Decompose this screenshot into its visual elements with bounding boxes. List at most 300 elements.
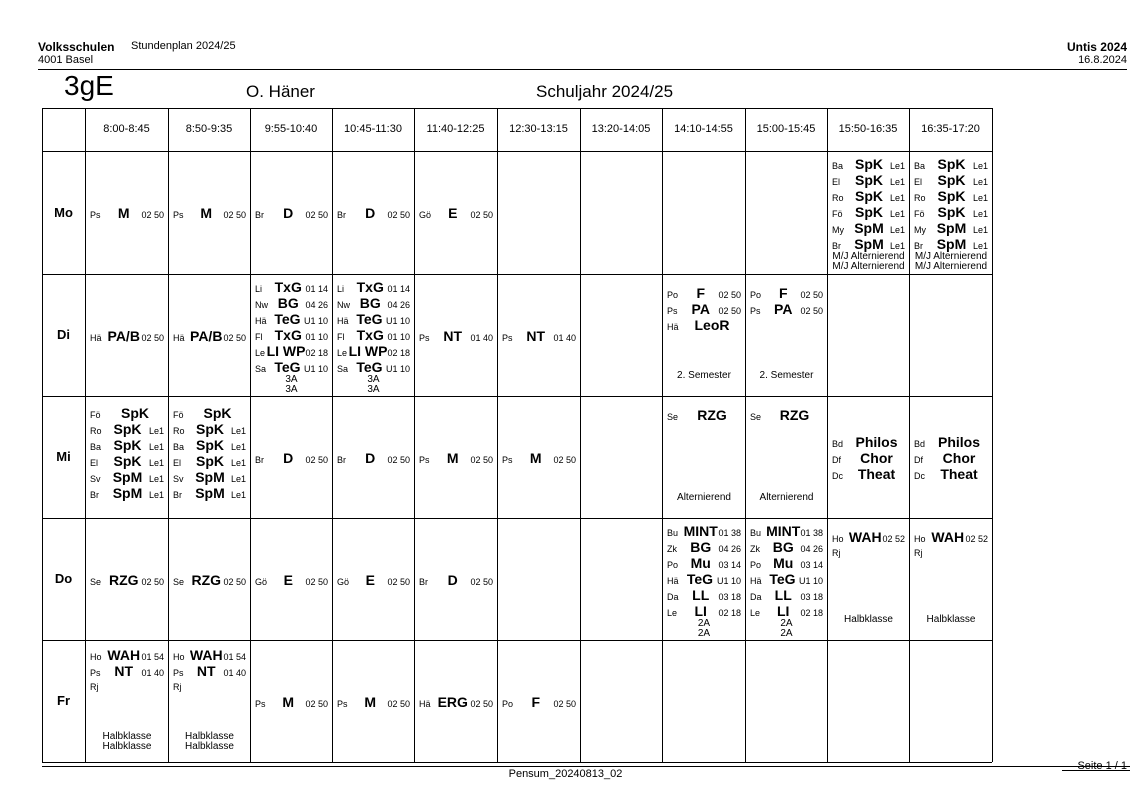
teacher-code: Nw — [337, 300, 350, 310]
subject-code: SpK — [121, 405, 149, 421]
lesson-cell[interactable] — [333, 152, 414, 274]
teacher-code: Se — [667, 412, 679, 422]
subject-code: SpM — [854, 220, 884, 236]
lesson-cell[interactable] — [828, 641, 909, 762]
lesson-entry — [251, 311, 332, 327]
teacher-code: El — [914, 177, 923, 187]
cell-bottom-note: 2. Semester — [677, 370, 731, 381]
lesson-entry — [333, 359, 414, 375]
lesson-cell[interactable] — [663, 641, 745, 762]
teacher-code: Ps — [255, 698, 266, 709]
teacher-code: Bd — [914, 438, 926, 449]
lesson-entry — [828, 236, 909, 252]
cell-note: Halbklasse — [102, 741, 152, 752]
room-code: Le1 — [889, 193, 905, 203]
lesson-entry — [333, 205, 414, 221]
lesson-entry — [86, 679, 168, 695]
lesson-entry — [169, 469, 250, 485]
lesson-entry — [828, 466, 909, 482]
lesson-cell[interactable] — [251, 275, 332, 396]
subject-code: Mu — [690, 555, 711, 571]
room-code: 02 50 — [387, 454, 410, 465]
lesson-cell[interactable] — [581, 397, 662, 518]
teacher-code: Po — [667, 290, 679, 300]
teacher-code: Sa — [255, 364, 267, 374]
lesson-cell[interactable] — [746, 275, 827, 396]
subject-code: PA/B — [107, 327, 140, 344]
footer-divider — [42, 766, 1130, 767]
room-code: 02 52 — [965, 534, 988, 544]
subject-code: WAH — [848, 529, 882, 545]
cell-note: 3A — [367, 384, 380, 395]
lesson-cell[interactable] — [910, 152, 992, 274]
teacher-code: Ps — [750, 306, 761, 316]
lesson-cell[interactable] — [663, 275, 745, 396]
lesson-cell[interactable] — [169, 275, 250, 396]
lesson-entry — [746, 301, 827, 317]
lesson-entry — [251, 205, 332, 221]
subject-code: SpK — [937, 172, 966, 188]
room-code: 02 50 — [553, 698, 576, 709]
lesson-entry — [663, 571, 745, 587]
lesson-entry — [86, 453, 168, 469]
lesson-cell[interactable] — [498, 519, 580, 640]
room-code: 03 14 — [800, 560, 823, 570]
lesson-cell[interactable] — [333, 641, 414, 762]
subject-code: TxG — [274, 279, 302, 295]
lesson-entry — [498, 450, 580, 466]
teacher-code: Dc — [914, 470, 925, 481]
room-code: U1 10 — [303, 364, 328, 374]
lesson-entry — [415, 328, 497, 344]
teacher-code: Ps — [90, 668, 101, 678]
lesson-entry — [910, 236, 992, 252]
lesson-cell[interactable] — [498, 397, 580, 518]
lesson-cell[interactable] — [746, 641, 827, 762]
room-code: 01 10 — [387, 332, 410, 342]
lesson-entry — [663, 539, 745, 555]
teacher-code: Ps — [419, 454, 430, 465]
room-code: 02 50 — [305, 576, 328, 587]
room-code: 02 50 — [553, 454, 576, 465]
subject-code: RZG — [697, 407, 727, 423]
cell-note: M/J Alternierend — [914, 251, 988, 262]
school-city: 4001 Basel — [38, 54, 94, 66]
time-header: 14:10-14:55 — [674, 123, 733, 135]
subject-code: M — [529, 449, 542, 466]
subject-code: Chor — [942, 449, 976, 466]
subject-code: SpM — [854, 236, 884, 252]
lesson-cell[interactable] — [169, 641, 250, 762]
lesson-cell[interactable] — [415, 641, 497, 762]
lesson-cell[interactable] — [910, 519, 992, 640]
subject-code: M — [117, 205, 130, 221]
lesson-entry — [910, 434, 992, 450]
room-code: Le1 — [889, 161, 905, 171]
subject-code: SpK — [113, 421, 142, 437]
lesson-entry — [663, 603, 745, 619]
class-name: 3gE — [64, 70, 114, 101]
cell-note-group — [169, 732, 250, 752]
lesson-entry — [663, 301, 745, 317]
lesson-entry — [251, 279, 332, 295]
lesson-cell[interactable] — [415, 519, 497, 640]
lesson-entry — [663, 285, 745, 301]
lesson-cell[interactable] — [910, 397, 992, 518]
room-code: U1 10 — [385, 316, 410, 326]
subject-code: LL — [692, 587, 710, 603]
lesson-entry — [86, 663, 168, 679]
teacher-code: Zk — [750, 544, 760, 554]
teacher-code: Df — [832, 454, 841, 465]
room-code: U1 10 — [798, 576, 823, 586]
teacher-code: Gö — [255, 576, 268, 587]
teacher-code: Le — [255, 348, 266, 358]
subject-code: SpM — [195, 469, 225, 485]
lesson-cell[interactable] — [581, 152, 662, 274]
lesson-cell[interactable] — [828, 519, 909, 640]
grid-row-line — [42, 108, 992, 109]
lesson-cell[interactable] — [663, 519, 745, 640]
teacher-code: Br — [832, 241, 841, 251]
teacher-code: Br — [255, 210, 264, 220]
room-code: 02 50 — [387, 210, 410, 220]
lesson-entry — [910, 545, 992, 561]
time-header: 12:30-13:15 — [509, 123, 568, 135]
cell-note: M/J Alternierend — [914, 261, 988, 272]
teacher-code: Hä — [173, 332, 185, 343]
grid-col-line — [992, 108, 993, 762]
lesson-cell[interactable] — [498, 152, 580, 274]
room-code: Le1 — [972, 209, 988, 219]
teacher-code: Ps — [667, 306, 678, 316]
lesson-cell[interactable] — [910, 275, 992, 396]
teacher-code: Ro — [832, 193, 844, 203]
subject-code: PA — [691, 301, 710, 317]
lesson-cell[interactable] — [746, 519, 827, 640]
room-code: 03 18 — [718, 592, 741, 602]
subject-code: D — [447, 571, 458, 588]
subject-code: SpK — [195, 453, 224, 469]
room-code: 01 40 — [553, 332, 576, 343]
lesson-cell[interactable] — [333, 397, 414, 518]
footer-filename: Pensum_20240813_02 — [508, 768, 623, 780]
teacher-code: Da — [750, 592, 762, 602]
print-date: 16.8.2024 — [1078, 54, 1127, 66]
teacher-code: El — [90, 458, 99, 468]
lesson-entry — [828, 156, 909, 172]
lesson-cell[interactable] — [251, 519, 332, 640]
subject-code: M — [282, 693, 295, 710]
teacher-code: Po — [502, 698, 514, 709]
teacher-code: Br — [419, 576, 428, 587]
lesson-entry — [746, 555, 827, 571]
teacher-code: Ps — [419, 332, 430, 343]
teacher-code: Br — [914, 241, 923, 251]
teacher-code: Po — [750, 560, 762, 570]
teacher-code: Br — [173, 490, 182, 500]
lesson-cell[interactable] — [415, 275, 497, 396]
teacher-code: Ho — [914, 534, 926, 544]
cell-bottom-note: Alternierend — [677, 492, 731, 503]
room-code: Le1 — [148, 442, 164, 452]
lesson-entry — [663, 407, 745, 423]
subject-code: BG — [359, 295, 381, 311]
room-code: 01 38 — [800, 528, 823, 538]
subject-code: PA — [774, 301, 793, 317]
lesson-entry — [86, 485, 168, 501]
subject-code: SpM — [936, 236, 967, 252]
teacher-code: Br — [337, 454, 346, 465]
teacher-code: Fö — [832, 209, 843, 219]
day-label: Do — [54, 571, 73, 586]
subject-code: E — [448, 205, 458, 221]
lesson-cell[interactable] — [86, 641, 168, 762]
lesson-cell[interactable] — [910, 641, 992, 762]
teacher-code: Rj — [90, 682, 99, 692]
lesson-entry — [169, 205, 250, 221]
teacher-code: Ps — [90, 210, 101, 220]
room-code: 02 50 — [223, 332, 246, 343]
lesson-entry — [333, 572, 414, 588]
lesson-cell[interactable] — [581, 275, 662, 396]
subject-code: SpK — [937, 156, 966, 172]
room-code: 02 18 — [800, 608, 823, 618]
room-code: Le1 — [889, 177, 905, 187]
room-code: 02 50 — [800, 306, 823, 316]
room-code: 02 50 — [470, 698, 493, 709]
time-header: 15:50-16:35 — [838, 123, 898, 135]
cell-note: 2A — [697, 618, 711, 629]
lesson-entry — [169, 485, 250, 501]
lesson-cell[interactable] — [169, 152, 250, 274]
subject-code: SpK — [937, 188, 966, 204]
lesson-entry — [910, 220, 992, 236]
subject-code: D — [365, 205, 376, 221]
lesson-cell[interactable] — [169, 397, 250, 518]
lesson-cell[interactable] — [333, 275, 414, 396]
subject-code: SpK — [203, 405, 232, 421]
room-code: 02 50 — [223, 576, 246, 587]
teacher-code: Le — [667, 608, 678, 618]
room-code: Le1 — [148, 458, 164, 468]
teacher-code: Hä — [750, 576, 762, 586]
lesson-cell[interactable] — [663, 152, 745, 274]
lesson-cell[interactable] — [415, 397, 497, 518]
subject-code: BG — [772, 539, 794, 555]
lesson-cell[interactable] — [251, 152, 332, 274]
lesson-cell[interactable] — [86, 152, 168, 274]
lesson-entry — [251, 359, 332, 375]
subject-code: WAH — [189, 647, 223, 663]
subject-code: SpM — [936, 220, 967, 236]
subject-code: Philos — [855, 433, 898, 450]
subject-code: F — [531, 693, 541, 710]
lesson-entry — [415, 694, 497, 710]
subject-code: TeG — [274, 311, 301, 327]
lesson-entry — [910, 466, 992, 482]
lesson-cell[interactable] — [251, 397, 332, 518]
lesson-entry — [910, 450, 992, 466]
subject-code: MINT — [683, 523, 718, 539]
day-label: Di — [57, 327, 70, 342]
lesson-entry — [333, 343, 414, 359]
room-code: Le1 — [148, 474, 164, 484]
lesson-cell[interactable] — [746, 152, 827, 274]
subject-code: BG — [277, 295, 299, 311]
subject-code: SpM — [112, 485, 143, 501]
teacher-code: Ho — [173, 652, 185, 662]
teacher-code: Po — [667, 560, 679, 570]
subject-code: SpK — [113, 453, 142, 469]
lesson-entry — [333, 450, 414, 466]
subject-code: TeG — [769, 571, 796, 587]
teacher-code: Sv — [90, 474, 101, 484]
subject-code: WAH — [107, 647, 141, 663]
room-code: 02 50 — [305, 454, 328, 465]
cell-note: Halbklasse — [102, 731, 152, 742]
lesson-cell[interactable] — [828, 397, 909, 518]
lesson-entry — [498, 694, 580, 710]
room-code: U1 10 — [385, 364, 410, 374]
lesson-entry — [86, 405, 168, 421]
lesson-entry — [333, 279, 414, 295]
subject-code: TxG — [356, 279, 384, 295]
lesson-cell[interactable] — [746, 397, 827, 518]
lesson-cell[interactable] — [251, 641, 332, 762]
lesson-entry — [746, 539, 827, 555]
room-code: 01 40 — [141, 668, 164, 678]
time-header: 15:00-15:45 — [756, 123, 816, 135]
subject-code: RZG — [779, 407, 810, 423]
teacher-code: Rj — [914, 548, 923, 558]
subject-code: TeG — [356, 359, 383, 375]
time-header: 9:55-10:40 — [264, 123, 318, 135]
teacher-code: Ba — [173, 442, 185, 452]
subject-code: E — [283, 571, 293, 588]
room-code: Le1 — [889, 209, 905, 219]
lesson-entry — [333, 311, 414, 327]
room-code: Le1 — [972, 225, 988, 235]
lesson-entry — [169, 328, 250, 344]
subject-code: SpK — [854, 156, 883, 172]
teacher-code: Le — [750, 608, 761, 618]
subject-code: ERG — [437, 693, 468, 710]
room-code: 04 26 — [718, 544, 741, 554]
teacher-code: Da — [667, 592, 679, 602]
room-code: Le1 — [230, 426, 246, 436]
room-code: 02 50 — [223, 210, 246, 220]
lesson-entry — [169, 453, 250, 469]
lesson-cell[interactable] — [333, 519, 414, 640]
lesson-cell[interactable] — [415, 152, 497, 274]
subject-code: SpK — [937, 204, 966, 220]
cell-note: Halbklasse — [185, 741, 234, 752]
lesson-cell[interactable] — [498, 275, 580, 396]
lesson-cell[interactable] — [581, 519, 662, 640]
subject-code: D — [283, 205, 294, 221]
cell-note: 2A — [780, 628, 793, 639]
software-name: Untis 2024 — [1066, 40, 1127, 54]
lesson-entry — [828, 450, 909, 466]
cell-note: M/J Alternierend — [832, 251, 905, 262]
room-code: Le1 — [889, 225, 905, 235]
room-code: 02 50 — [305, 210, 328, 220]
cell-bottom-note: Alternierend — [759, 492, 814, 503]
lesson-cell[interactable] — [663, 397, 745, 518]
room-code: 01 38 — [718, 528, 741, 538]
lesson-entry — [86, 572, 168, 588]
room-code: Le1 — [230, 458, 246, 468]
subject-code: LL — [774, 587, 792, 603]
subject-code: SpM — [112, 469, 143, 485]
teacher-code: Ba — [832, 161, 844, 171]
teacher-code: Se — [90, 576, 102, 587]
room-code: Le1 — [972, 177, 988, 187]
subject-code: NT — [526, 327, 546, 344]
room-code: 02 50 — [141, 332, 164, 343]
teacher-code: Hä — [667, 322, 679, 332]
teacher-code: Bd — [832, 438, 844, 449]
cell-note: 3A — [285, 384, 298, 395]
room-code: 02 50 — [141, 576, 164, 587]
lesson-entry — [746, 407, 827, 423]
teacher-code: Hä — [255, 316, 267, 326]
lesson-cell[interactable] — [86, 275, 168, 396]
lesson-entry — [86, 205, 168, 221]
teacher-code: Ba — [90, 442, 102, 452]
lesson-entry — [333, 295, 414, 311]
lesson-entry — [746, 285, 827, 301]
lesson-entry — [169, 647, 250, 663]
room-code: 01 54 — [141, 652, 164, 662]
teacher-code: Zk — [667, 544, 677, 554]
teacher-code: Fö — [173, 410, 184, 420]
room-code: Le1 — [972, 241, 988, 251]
subject-code: LI WP — [348, 343, 388, 359]
lesson-cell[interactable] — [828, 152, 909, 274]
lesson-cell[interactable] — [581, 641, 662, 762]
lesson-cell[interactable] — [169, 519, 250, 640]
lesson-cell[interactable] — [86, 519, 168, 640]
lesson-entry — [251, 343, 332, 359]
subject-code: SpK — [854, 172, 883, 188]
day-label: Mi — [56, 449, 71, 464]
lesson-cell[interactable] — [86, 397, 168, 518]
teacher-code: Ps — [337, 698, 348, 709]
teacher-code: Bu — [750, 528, 762, 538]
room-code: 02 18 — [387, 348, 410, 358]
lesson-cell[interactable] — [828, 275, 909, 396]
lesson-entry — [746, 603, 827, 619]
room-code: Le1 — [230, 474, 246, 484]
room-code: 02 50 — [718, 306, 741, 316]
lesson-entry — [746, 587, 827, 603]
subject-code: WAH — [931, 529, 965, 545]
teacher-code: Sv — [173, 474, 184, 484]
room-code: 04 26 — [387, 300, 410, 310]
room-code: U1 10 — [303, 316, 328, 326]
room-code: 01 10 — [305, 332, 328, 342]
subject-code: D — [365, 449, 376, 466]
subject-code: LI WP — [266, 343, 306, 359]
teacher-code: Rj — [832, 548, 841, 558]
subject-code: SpK — [113, 437, 142, 453]
subject-code: F — [696, 285, 706, 301]
lesson-cell[interactable] — [498, 641, 580, 762]
lesson-entry — [828, 545, 909, 561]
room-code: 04 26 — [305, 300, 328, 310]
